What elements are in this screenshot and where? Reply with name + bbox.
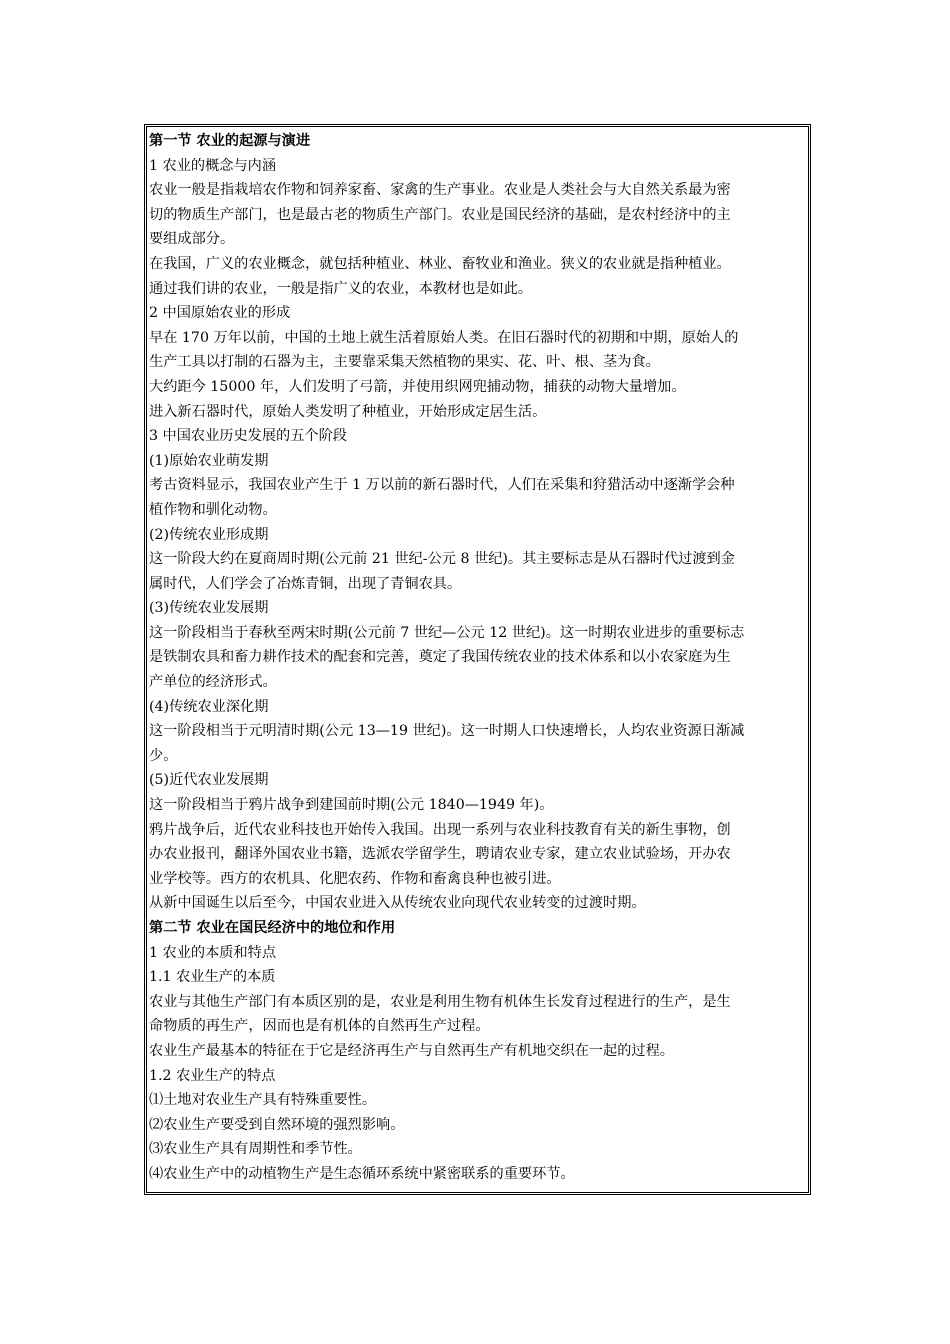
text-line: 2 中国原始农业的形成 <box>149 305 291 322</box>
text-line: ⑵农业生产要受到自然环境的强烈影响。 <box>149 1116 405 1133</box>
text-line: 农业一般是指栽培农作物和饲养家畜、家禽的生产事业。农业是人类社会与大自然关系最为密 <box>149 182 731 199</box>
text-line: 生产工具以打制的石器为主，主要靠采集天然植物的果实、花、叶、根、茎为食。 <box>149 354 660 371</box>
text-line: 切的物质生产部门，也是最古老的物质生产部门。农业是国民经济的基础，是农村经济中的主 <box>149 206 731 223</box>
section-heading: 第二节 农业在国民经济中的地位和作用 <box>149 920 396 936</box>
text-line: 在我国，广义的农业概念，就包括种植业、林业、畜牧业和渔业。狭义的农业就是指种植业。 <box>149 255 731 272</box>
document-table <box>144 124 811 1195</box>
text-line: 1 农业的本质和特点 <box>149 944 277 961</box>
text-line: (4)传统农业深化期 <box>149 698 269 715</box>
text-line: 1.2 农业生产的特点 <box>149 1067 276 1084</box>
text-line: 少。 <box>149 747 178 764</box>
text-line: 要组成部分。 <box>149 231 235 248</box>
text-line: 农业与其他生产部门有本质区别的是，农业是利用生物有机体生长发育过程进行的生产，是生 <box>149 993 731 1010</box>
text-line: 这一阶段相当于元明清时期(公元 13—19 世纪)。这一时期人口快速增长，人均农业资源日渐减 <box>149 723 745 740</box>
text-line: 办农业报刊，翻译外国农业书籍，选派农学留学生，聘请农业专家，建立农业试验场，开办农 <box>149 846 731 863</box>
text-line: (3)传统农业发展期 <box>149 600 269 617</box>
text-line: 农业生产最基本的特征在于它是经济再生产与自然再生产有机地交织在一起的过程。 <box>149 1042 674 1059</box>
text-line: 是铁制农具和畜力耕作技术的配套和完善，奠定了我国传统农业的技术体系和以小农家庭为生 <box>149 649 731 666</box>
text-line: 属时代，人们学会了冶炼青铜，出现了青铜农具。 <box>149 575 462 592</box>
text-line: 大约距今 15000 年，人们发明了弓箭，并使用织网兜捕动物，捕获的动物大量增加。 <box>149 378 686 395</box>
text-line: 考古资料显示，我国农业产生于 1 万以前的新石器时代，人们在采集和狩猎活动中逐渐学会种 <box>149 477 735 494</box>
text-line: 1.1 农业生产的本质 <box>149 969 276 986</box>
text-line: (2)传统农业形成期 <box>149 526 269 543</box>
text-line: 植作物和驯化动物。 <box>149 501 277 518</box>
text-line: 产单位的经济形式。 <box>149 674 277 691</box>
text-line: ⑶农业生产具有周期性和季节性。 <box>149 1141 362 1158</box>
text-line: 业学校等。西方的农机具、化肥农药、作物和畜禽良种也被引进。 <box>149 870 561 887</box>
text-line: ⑷农业生产中的动植物生产是生态循环系统中紧密联系的重要环节。 <box>149 1165 575 1182</box>
text-line: 鸦片战争后，近代农业科技也开始传入我国。出现一系列与农业科技教育有关的新生事物，创 <box>149 821 731 838</box>
text-line: (1)原始农业萌发期 <box>149 452 269 469</box>
text-line: 命物质的再生产，因而也是有机体的自然再生产过程。 <box>149 1018 490 1035</box>
text-line: 通过我们讲的农业，一般是指广义的农业，本教材也是如此。 <box>149 280 533 297</box>
text-line: 3 中国农业历史发展的五个阶段 <box>149 428 347 445</box>
text-line: 从新中国诞生以后至今，中国农业进入从传统农业向现代农业转变的过渡时期。 <box>149 895 646 912</box>
text-line: ⑴土地对农业生产具有特殊重要性。 <box>149 1092 377 1109</box>
text-line: 进入新石器时代，原始人类发明了种植业，开始形成定居生活。 <box>149 403 547 420</box>
text-line: 这一阶段大约在夏商周时期(公元前 21 世纪-公元 8 世纪)。其主要标志是从石器时代过渡到金 <box>149 551 735 568</box>
text-line: 这一阶段相当于鸦片战争到建国前时期(公元 1840—1949 年)。 <box>149 797 554 814</box>
text-line: 1 农业的概念与内涵 <box>149 157 277 174</box>
text-line: 早在 170 万年以前，中国的土地上就生活着原始人类。在旧石器时代的初期和中期，原始人的 <box>149 329 739 346</box>
table-cell <box>149 129 806 1187</box>
text-line: 这一阶段相当于春秋至两宋时期(公元前 7 世纪—公元 12 世纪)。这一时期农业进步的重要标志 <box>149 624 745 641</box>
text-line: (5)近代农业发展期 <box>149 772 269 789</box>
section-heading: 第一节 农业的起源与演进 <box>149 133 311 149</box>
